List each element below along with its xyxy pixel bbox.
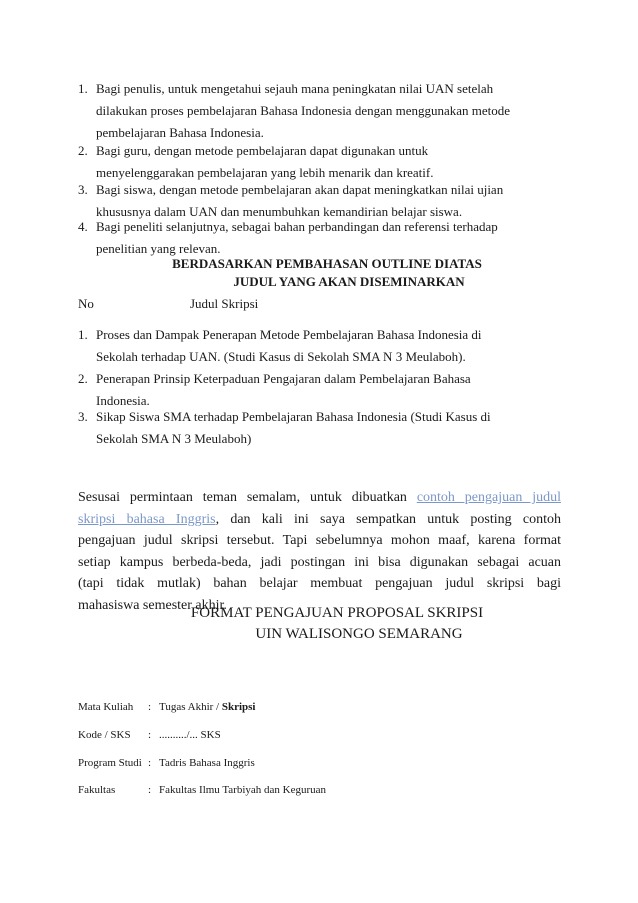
list-number: 4. [78,219,88,234]
thesis-title-text: Proses dan Dampak Penerapan Metode Pembelajaran Bahasa Indonesia di [96,327,482,342]
paragraph-text: Sesusai permintaan teman semalam, untuk dibuatkan [78,490,417,505]
table-header [78,293,478,315]
title-column-header: Judul Skripsi [190,296,259,311]
section-subheading: JUDUL YANG AKAN DISEMINARKAN [233,274,465,289]
paragraph-line [78,509,561,531]
field-value: Tadris Bahasa Inggris [159,757,255,769]
benefit-text: Bagi guru, dengan metode pembelajaran dapat digunakan untuk [96,143,429,158]
format-title: FORMAT PENGAJUAN PROPOSAL SKRIPSI [190,605,484,621]
paragraph-line: pengajuan judul skripsi tersebut. Tapi sebelumnya mohon maaf, karena format [78,533,561,548]
paragraph-line: (tapi tidak mutlak) bahan belajar membuat pengajuan judul skripsi bagi [78,576,561,591]
benefit-text: Bagi penulis, untuk mengetahui sejauh mana peningkatan nilai UAN setelah [96,81,494,96]
thesis-title-text: Sekolah terhadap UAN. (Studi Kasus di Sekolah SMA N 3 Meulaboh). [96,349,466,364]
field-label: Kode / SKS [78,729,131,741]
benefit-text: khususnya dalam UAN dan menumbuhkan kemandirian belajar siswa. [96,204,463,219]
no-column-header: No [78,296,94,311]
list-number: 3. [78,182,88,197]
benefit-text: penelitian yang relevan. [96,241,221,256]
paragraph-line: mahasiswa semester akhir. [78,597,227,613]
list-number: 2. [78,143,88,158]
paragraph-text: , dan kali ini saya sempatkan untuk posting contoh [215,511,562,527]
format-subtitle: UIN WALISONGO SEMARANG [255,626,463,642]
section-heading: BERDASARKAN PEMBAHASAN OUTLINE DIATAS [172,256,482,271]
benefit-text: pembelajaran Bahasa Indonesia. [96,125,264,140]
list-number: 1. [78,81,88,96]
benefit-text: dilakukan proses pembelajaran Bahasa Indonesia dengan menggunakan metode [96,103,511,118]
thesis-title-text: Sikap Siswa SMA terhadap Pembelajaran Bahasa Indonesia (Studi Kasus di [96,409,491,424]
field-colon: : [148,729,152,741]
paragraph-line [78,487,561,509]
contoh-pengajuan-link[interactable]: contoh pengajuan judul [416,490,561,505]
field-colon: : [148,784,152,796]
thesis-title-text: Indonesia. [96,393,150,408]
thesis-title-text: Sekolah SMA N 3 Meulaboh) [96,431,252,446]
benefit-text: Bagi siswa, dengan metode pembelajaran akan dapat meningkatkan nilai ujian [96,182,504,197]
field-label: Fakultas [78,784,116,796]
field-value: Tugas Akhir / Skripsi [159,701,256,713]
paragraph-line: setiap kampus berbeda-beda, jadi postingan ini bisa digunakan sebagai acuan [78,554,561,570]
field-label: Mata Kuliah [78,701,134,713]
thesis-title-text: Penerapan Prinsip Keterpaduan Pengajaran dalam Pembelajaran Bahasa [96,371,471,386]
benefit-text: Bagi peneliti selanjutnya, sebagai bahan perbandingan dan referensi terhadap [96,219,498,234]
field-colon: : [148,701,152,713]
list-number: 2. [78,371,88,386]
list-number: 3. [78,409,88,424]
field-colon: : [148,757,152,769]
skripsi-bahasa-inggris-link[interactable]: skripsi bahasa Inggris [78,511,216,527]
field-value: ........../... SKS [159,729,221,741]
field-label: Program Studi [78,757,142,769]
list-number: 1. [78,327,88,342]
field-value: Fakultas Ilmu Tarbiyah dan Keguruan [159,784,327,796]
intro-paragraph [78,487,561,616]
benefit-text: menyelenggarakan pembelajaran yang lebih menarik dan kreatif. [96,165,434,180]
